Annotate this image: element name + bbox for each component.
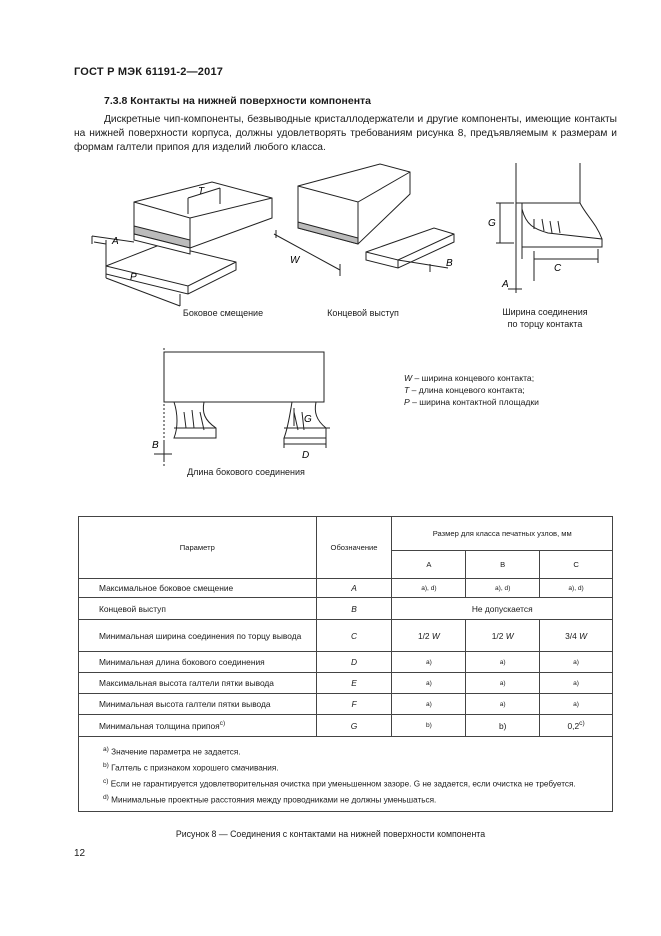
page-number: 12 bbox=[74, 848, 86, 859]
note-d: $^{d)}$ Минимальные проектные расстояния между проводниками не должны уменьшаться. bbox=[103, 793, 437, 805]
label-end-width bbox=[486, 306, 604, 330]
col-header-param: Параметр bbox=[79, 517, 317, 579]
label-side-offset: Боковое смещение bbox=[182, 308, 264, 318]
col-header-class-c: C bbox=[540, 551, 613, 579]
table-row: Минимальная ширина соединения по торцу вывода C 1/2 W 1/2 W 3/4 W bbox=[79, 620, 613, 652]
figure-end-width bbox=[486, 163, 606, 303]
figure-caption: Рисунок 8 — Соединения с контактами на нижней поверхности компонента bbox=[175, 829, 486, 839]
body-paragraph: Дискретные чип-компоненты, безвыводные кристаллодержатели и другие компоненты, имеющие контакты на нижней поверхности корпуса, должны удовлетворять требованиям рисунка 8, предъявляемым к размерам и формам галтели припоя для изделий любого класса. bbox=[74, 114, 617, 153]
col-header-symbol: Обозначение bbox=[316, 517, 392, 579]
dim-G-side: G bbox=[304, 414, 312, 425]
dim-C: C bbox=[554, 263, 562, 274]
label-end-width-line2: по торцу контакта bbox=[507, 319, 583, 329]
dim-D: D bbox=[302, 450, 310, 461]
dim-A-end: A bbox=[502, 279, 509, 290]
note-b: $^{b)}$ Галтель с признаком хорошего смачивания. bbox=[103, 761, 279, 773]
label-side-length: Длина бокового соединения bbox=[187, 467, 305, 477]
table-row: Максимальное боковое смещение A a), d) a), d) a), d) bbox=[79, 579, 613, 598]
table-row: Минимальная толщина припоя$^{c)}$ G b) b) 0,2$^{c)}$ bbox=[79, 715, 613, 737]
dim-B-side: B bbox=[152, 440, 159, 451]
parameters-table bbox=[78, 516, 613, 812]
figure-side-offset bbox=[84, 178, 284, 308]
col-header-class-a: A bbox=[392, 551, 466, 579]
dim-W: W bbox=[290, 255, 300, 266]
figure-legend bbox=[404, 372, 539, 408]
legend-item: P – ширина контактной площадки bbox=[404, 397, 539, 407]
dim-G: G bbox=[488, 218, 496, 229]
note-c: $^{c)}$ Если не гарантируется удовлетворительная очистка при уменьшенном зазоре. G не задается, если очистка не требуется. bbox=[103, 777, 576, 789]
table-row: Минимальная длина бокового соединения D a) a) a) bbox=[79, 652, 613, 673]
dim-B: B bbox=[446, 258, 453, 269]
legend-item: W – ширина концевого контакта; bbox=[404, 373, 535, 383]
figure-side-length bbox=[144, 348, 344, 466]
dim-P: P bbox=[130, 272, 137, 283]
note-a: $^{a)}$ Значение параметра не задается. bbox=[103, 746, 241, 757]
legend-item: T – длина концевого контакта; bbox=[404, 385, 525, 395]
figure-end-overhang bbox=[270, 160, 470, 310]
label-end-width-line1: Ширина соединения bbox=[502, 307, 588, 317]
document-header: ГОСТ Р МЭК 61191-2—2017 bbox=[74, 66, 224, 78]
col-header-class-b: B bbox=[466, 551, 540, 579]
dim-T: T bbox=[198, 186, 205, 197]
table-row: Минимальная высота галтели пятки вывода F a) a) a) bbox=[79, 694, 613, 715]
table-notes-row bbox=[79, 737, 613, 812]
label-end-overhang: Концевой выступ bbox=[327, 308, 399, 318]
dim-A: A bbox=[112, 236, 119, 247]
table-row: Максимальная высота галтели пятки вывода E a) a) a) bbox=[79, 673, 613, 694]
table-row: Концевой выступ B Не допускается bbox=[79, 598, 613, 620]
col-header-size: Размер для класса печатных узлов, мм bbox=[392, 517, 613, 551]
section-title: 7.3.8 Контакты на нижней поверхности компонента bbox=[104, 95, 372, 107]
